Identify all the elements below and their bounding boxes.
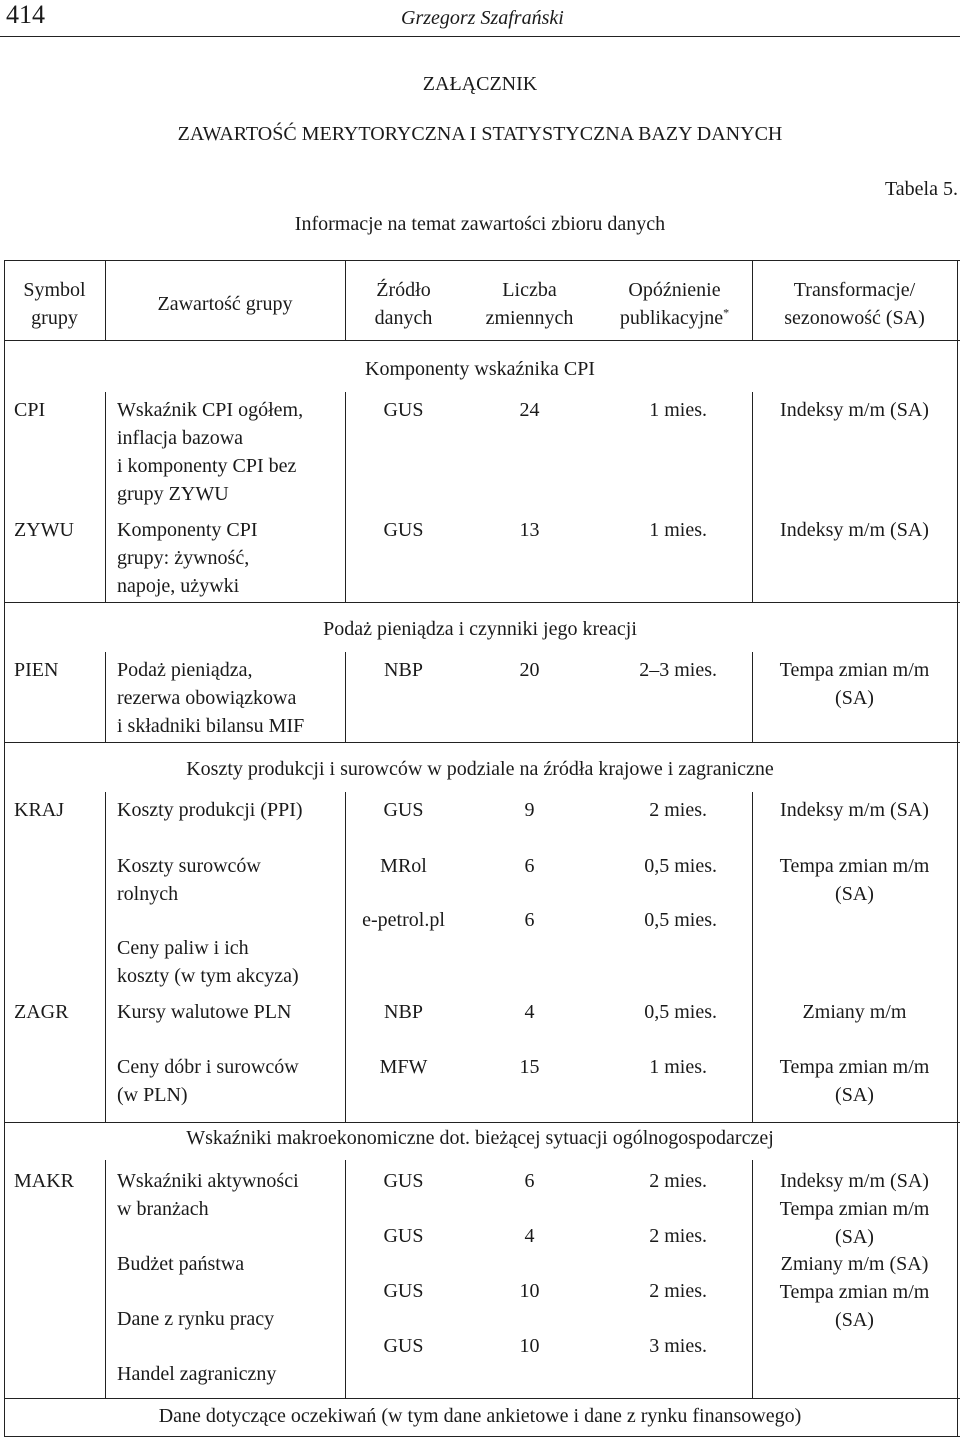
content-ppi: Koszty produkcji (PPI) xyxy=(117,799,303,821)
transform-activity: Indeksy m/m (SA) xyxy=(780,1170,929,1192)
content-agri: Koszty surowców rolnych xyxy=(117,855,261,905)
delay-fuel: 0,5 mies. xyxy=(644,909,717,931)
source-zywu: GUS xyxy=(383,519,424,541)
source-activity: GUS xyxy=(383,1170,424,1192)
column-header-transform: Transformacje/ sezonowość (SA) xyxy=(784,279,925,329)
count-cpi: 24 xyxy=(519,399,540,421)
section-title-pien: Podaż pieniądza i czynniki jego kreacji xyxy=(323,618,637,640)
delay-trade: 3 mies. xyxy=(649,1335,707,1357)
delay-commodities: 1 mies. xyxy=(649,1056,707,1078)
source-labour: GUS xyxy=(383,1280,424,1302)
content-zywu: Komponenty CPI grupy: żywność, napoje, używki xyxy=(117,519,258,597)
source-budget: GUS xyxy=(383,1225,424,1247)
section-title-costs: Koszty produkcji i surowców w podziale na źródła krajowe i zagraniczne xyxy=(186,758,774,780)
content-pien: Podaż pieniądza, rezerwa obowiązkowa i składniki bilansu MIF xyxy=(117,659,305,737)
count-activity: 6 xyxy=(524,1170,535,1192)
symbol-pien: PIEN xyxy=(14,659,59,681)
transform-fx: Zmiany m/m xyxy=(802,1001,907,1023)
appendix-subtitle: ZAWARTOŚĆ MERYTORYCZNA I STATYSTYCZNA BAZY DANYCH xyxy=(177,123,783,145)
source-fuel: e-petrol.pl xyxy=(362,909,445,931)
column-header-source: Źródło danych xyxy=(374,279,433,329)
source-fx: NBP xyxy=(384,1001,423,1023)
section-title-cpi: Komponenty wskaźnika CPI xyxy=(365,358,595,380)
delay-ppi: 2 mies. xyxy=(649,799,707,821)
count-pien: 20 xyxy=(519,659,540,681)
count-ppi: 9 xyxy=(524,799,535,821)
table-top-rule xyxy=(4,260,960,261)
source-ppi: GUS xyxy=(383,799,424,821)
transform-commodities: Tempa zmian m/m (SA) xyxy=(779,1056,930,1106)
header-rule xyxy=(0,36,960,37)
content-labour: Dane z rynku pracy xyxy=(117,1308,275,1330)
delay-pien: 2–3 mies. xyxy=(639,659,717,681)
content-budget: Budżet państwa xyxy=(117,1253,245,1275)
transform-ppi: Indeksy m/m (SA) xyxy=(780,799,929,821)
column-header-symbol: Symbol grupy xyxy=(23,279,86,329)
transform-pien: Tempa zmian m/m (SA) xyxy=(779,659,930,709)
section-rule-5 xyxy=(4,1398,960,1399)
delay-budget: 2 mies. xyxy=(649,1225,707,1247)
delay-fx: 0,5 mies. xyxy=(644,1001,717,1023)
page-number: 414 xyxy=(6,0,45,29)
content-fuel: Ceny paliw i ich koszty (w tym akcyza) xyxy=(117,937,299,987)
symbol-makr: MAKR xyxy=(14,1170,75,1192)
running-head-author: Grzegorz Szafrański xyxy=(401,7,564,29)
transform-trade: Tempa zmian m/m (SA) xyxy=(779,1281,930,1331)
transform-agri: Tempa zmian m/m (SA) xyxy=(779,855,930,905)
section-title-macro: Wskaźniki makroekonomiczne dot. bieżącej sytuacji ogólnogospodarczej xyxy=(186,1127,774,1149)
count-zywu: 13 xyxy=(519,519,540,541)
col-rule-1 xyxy=(105,1160,106,1398)
column-header-content: Zawartość grupy xyxy=(157,293,293,315)
col-rule-1 xyxy=(105,652,106,742)
transform-labour: Zmiany m/m (SA) xyxy=(780,1253,929,1275)
column-header-count: Liczba zmiennych xyxy=(485,279,574,329)
delay-activity: 2 mies. xyxy=(649,1170,707,1192)
count-trade: 10 xyxy=(519,1335,540,1357)
source-trade: GUS xyxy=(383,1335,424,1357)
count-fuel: 6 xyxy=(524,909,535,931)
transform-budget: Tempa zmian m/m (SA) xyxy=(779,1198,930,1248)
symbol-cpi: CPI xyxy=(14,399,46,421)
footnote-mark: * xyxy=(723,305,730,320)
table-right-border xyxy=(957,260,958,1436)
table-label: Tabela 5. xyxy=(884,178,958,200)
content-activity: Wskaźniki aktywności w branżach xyxy=(117,1170,299,1220)
col-rule-1 xyxy=(105,792,106,1122)
delay-zywu: 1 mies. xyxy=(649,519,707,541)
content-cpi: Wskaźnik CPI ogółem, inflacja bazowa i komponenty CPI bez grupy ZYWU xyxy=(117,399,304,505)
table-left-border xyxy=(4,260,5,1436)
transform-cpi: Indeksy m/m (SA) xyxy=(780,399,929,421)
column-header-delay xyxy=(597,276,752,332)
column-header-delay-text: Opóźnienie publikacyjne xyxy=(619,279,724,329)
table-bottom-rule xyxy=(4,1436,960,1437)
symbol-kraj: KRAJ xyxy=(14,799,65,821)
header-bottom-rule xyxy=(4,340,960,341)
table-caption: Informacje na temat zawartości zbioru danych xyxy=(294,213,666,235)
delay-agri: 0,5 mies. xyxy=(644,855,717,877)
symbol-zywu: ZYWU xyxy=(14,519,74,541)
count-budget: 4 xyxy=(524,1225,535,1247)
section-rule-2 xyxy=(4,602,960,603)
count-fx: 4 xyxy=(524,1001,535,1023)
source-commodities: MFW xyxy=(379,1056,428,1078)
source-cpi: GUS xyxy=(383,399,424,421)
content-commodities: Ceny dóbr i surowców (w PLN) xyxy=(117,1056,299,1106)
symbol-zagr: ZAGR xyxy=(14,1001,69,1023)
source-pien: NBP xyxy=(384,659,423,681)
source-agri: MRol xyxy=(380,855,427,877)
transform-zywu: Indeksy m/m (SA) xyxy=(780,519,929,541)
delay-labour: 2 mies. xyxy=(649,1280,707,1302)
content-trade: Handel zagraniczny xyxy=(117,1363,277,1385)
section-rule-4 xyxy=(4,1122,960,1123)
count-commodities: 15 xyxy=(519,1056,540,1078)
delay-cpi: 1 mies. xyxy=(649,399,707,421)
col-rule-1 xyxy=(105,392,106,602)
section-title-expectations: Dane dotyczące oczekiwań (w tym dane ankietowe i dane z rynku finansowego) xyxy=(158,1405,802,1427)
content-fx: Kursy walutowe PLN xyxy=(117,1001,292,1023)
count-labour: 10 xyxy=(519,1280,540,1302)
section-rule-3 xyxy=(4,742,960,743)
appendix-title: ZAŁĄCZNIK xyxy=(422,73,538,95)
count-agri: 6 xyxy=(524,855,535,877)
